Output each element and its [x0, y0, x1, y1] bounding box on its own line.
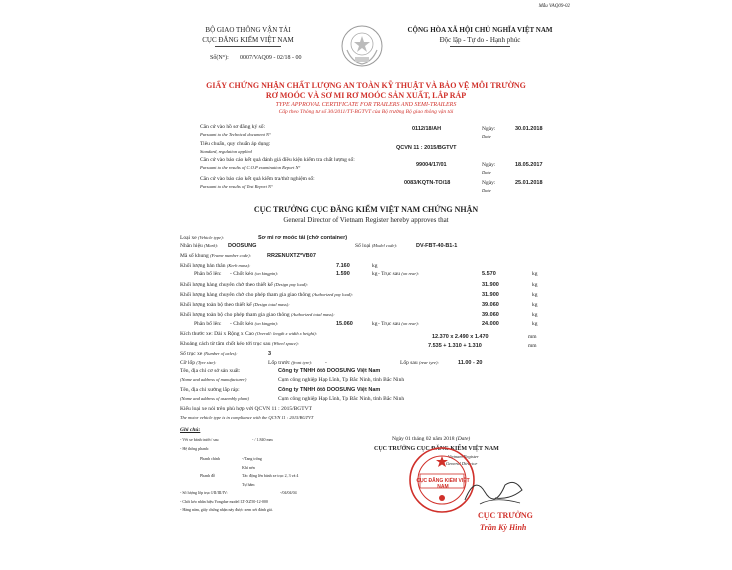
basis-4-date: 25.01.2018	[515, 180, 543, 186]
notes-line-7a: - Số lượng lốp trục I/II/III/IV:	[180, 490, 228, 495]
notes-line-3b: -/Tang trống	[242, 456, 262, 461]
notes-line-7b: -/04/04/04	[280, 490, 297, 495]
title-en-1: TYPE APPROVAL CERTIFICATE FOR TRAILERS AND SEMI-TRAILERS	[275, 102, 457, 108]
mark-label: Nhãn hiệu (Mark):	[180, 243, 219, 249]
plant-label: Tên, địa chỉ xưởng lắp ráp:	[180, 387, 240, 393]
compliance-vn: Kiểu loại xe nói trên phù hợp với QCVN 11 : 2015/BGTVT	[180, 406, 312, 412]
republic-name: CỘNG HÒA XÃ HỘI CHỦ NGHĨA VIỆT NAM	[407, 26, 553, 34]
sign-office: CỤC TRƯỞNG CỤC ĐĂNG KIỂM VIỆT NAM	[374, 446, 499, 452]
dist-kingpin-label: - Chốt kéo (on kingpin):	[230, 271, 279, 277]
register-name: CỤC ĐĂNG KIỂM VIỆT NAM	[202, 36, 294, 44]
cert-number: 0007/VAQ09 - 02/18 - 00	[240, 55, 302, 61]
design-payload-label: Khối lượng hàng chuyên chở theo thiết kế (Design pay load):	[180, 282, 309, 288]
basis-2-label: Tiêu chuẩn, quy chuẩn áp dụng:	[200, 141, 271, 147]
notes-line-4: Khí nén	[242, 465, 255, 470]
title-vn-2: RƠ MOÓC VÀ SƠ MI RƠ MOÓC SẢN XUẤT, LẮP RÁP	[265, 91, 467, 100]
title-vn-1: GIẤY CHỨNG NHẬN CHẤT LƯỢNG AN TOÀN KỸ THUẬT VÀ BẢO VỆ MÔI TRƯỜNG	[206, 81, 526, 90]
basis-1-date-label: Ngày:	[482, 126, 496, 132]
plant-name: Công ty TNHH ôtô DOOSUNG Việt Nam	[278, 387, 381, 393]
dist2-kingpin-unit: kg	[372, 321, 378, 327]
dist2-rear-label: - Trục sau (on rear):	[378, 321, 420, 327]
tyre-label: Cỡ lốp (Tyre size):	[180, 360, 217, 366]
director-title-en: General Director of Vietnam Register hereby approves that	[283, 216, 449, 224]
header-divider-left	[215, 46, 281, 47]
compliance-en: The motor vehicle type is in compliance with the QCVN 11 : 2015/BGTVT	[180, 415, 314, 420]
motto: Độc lập - Tự do - Hạnh phúc	[439, 36, 521, 44]
frame-value: RR2ENUXTZ*VB07	[267, 253, 316, 259]
plant-label-en: (Name and address of assembly plant)	[180, 396, 249, 401]
design-total-value: 39.060	[482, 302, 499, 308]
wheel-value: 7.535 + 1.310 + 1.310	[428, 343, 482, 349]
notes-line-5a: Phanh đỗ	[200, 473, 215, 478]
stamp-text: CỤC ĐĂNG KIỂM VIỆT NAM	[416, 478, 470, 490]
dist-label: Phân bố lên:	[194, 271, 222, 277]
design-payload-unit: kg	[532, 282, 538, 288]
notes-line-6: Tự hãm	[242, 482, 255, 487]
basis-1-value: 0112/18/AH	[412, 126, 442, 132]
basis-3-label-en: Pursuant to the results of C.O.P examination Report N°	[200, 165, 301, 170]
dist2-kingpin-label: - Chốt kéo (on kingpin):	[230, 321, 279, 327]
dist2-kingpin-value: 15.060	[336, 321, 353, 327]
axles-label: Số trục xe (Number of axles):	[180, 351, 238, 357]
basis-3-label: Căn cứ vào báo cáo kết quả đánh giá điều kiện kiểm tra chất lượng số:	[200, 157, 355, 163]
dist2-rear-unit: kg	[532, 321, 538, 327]
basis-4-label-en: Pursuant to the results of Test Report N°	[200, 184, 273, 189]
manu-addr: Cụm công nghiệp Hạp Lĩnh, Tp Bắc Ninh, tỉnh Bắc Ninh	[278, 377, 405, 383]
basis-2-value: QCVN 11 : 2015/BGTVT	[396, 145, 457, 151]
certificate-page	[160, 0, 572, 570]
vehicle-type-value: Sơ mi rơ moóc tải (chở container)	[258, 235, 348, 241]
manu-name: Công ty TNHH ôtô DOOSUNG Việt Nam	[278, 368, 381, 374]
dims-label: Kích thước xe: Dài x Rộng x Cao (Overall: length x width x height):	[180, 331, 318, 337]
auth-payload-value: 31.900	[482, 292, 499, 298]
auth-total-label: Khối lượng toàn bộ cho phép tham gia giao thông (Authorized total mass):	[180, 312, 335, 318]
notes-line-1: - Vết xe bánh trước/ sau	[180, 437, 219, 442]
signature-icon	[460, 470, 530, 510]
frame-label: Mã số khung (Frame number code):	[180, 253, 252, 259]
notes-line-1-value: - / 1.840 mm	[252, 437, 273, 442]
auth-total-unit: kg	[532, 312, 538, 318]
form-code: Mẫu VAQ09-02	[538, 4, 570, 9]
basis-1-label-en: Pursuant to the Technical document N°	[200, 132, 271, 137]
basis-1-label: Căn cứ vào hồ sơ đăng ký số:	[200, 124, 266, 130]
kerb-label: Khối lượng bản thân (Kerb mass):	[180, 263, 251, 269]
manu-label-en: (Name and address of manufacturer)	[180, 377, 247, 382]
axles-value: 3	[268, 351, 272, 357]
dims-value: 12.370 x 2.490 x 1.470	[432, 334, 489, 340]
basis-4-label: Căn cứ vào báo cáo kết quả kiểm tra/thử nghiệm số:	[200, 176, 315, 182]
model-label: Số loại (Model code):	[355, 243, 398, 249]
notes-line-2: - Hệ thống phanh:	[180, 446, 209, 451]
notes-line-3a: Phanh chính	[200, 456, 220, 461]
basis-2-label-en: Standard, regulation applied	[200, 149, 252, 154]
signer-title: CỤC TRƯỞNG	[478, 511, 533, 520]
notes-line-5b: Tác động lên bánh xe trục 2, 3 và 4	[242, 473, 299, 478]
dist2-label: Phân bố lên:	[194, 321, 222, 327]
dist-rear-unit: kg	[532, 271, 538, 277]
notes-line-9: - Hàng năm, giấy chứng nhận này được xem xét đánh giá.	[180, 507, 273, 512]
dims-unit: mm	[528, 334, 537, 340]
ministry-name: BỘ GIAO THÔNG VẬN TẢI	[205, 26, 291, 34]
tyre-front-value: -	[325, 360, 327, 366]
tyre-rear-value: 11.00 - 20	[458, 360, 483, 366]
dist-rear-label: - Trục sau (on rear):	[378, 271, 420, 277]
basis-4-date-label: Ngày:	[482, 180, 496, 186]
dist-rear-value: 5.570	[482, 271, 496, 277]
vehicle-type-label: Loại xe (Vehicle type):	[180, 235, 225, 241]
basis-3-date-label: Ngày:	[482, 162, 496, 168]
wheel-unit: mm	[528, 343, 537, 349]
basis-3-value: 99004/17/01	[416, 162, 447, 168]
basis-4-date-en: Date	[482, 188, 491, 193]
basis-1-date: 30.01.2018	[515, 126, 543, 132]
notes-line-8: - Chốt kéo nhãn hiệu Yongdae model LT-XZ50-12-000	[180, 499, 268, 504]
national-emblem-icon	[340, 24, 384, 68]
sign-office-en2: General Director	[446, 461, 478, 466]
tyre-rear-label: Lốp sau (rear tyre):	[400, 360, 439, 366]
basis-3-date: 18.05.2017	[515, 162, 543, 168]
basis-4-value: 0083/KQTN-TO/18	[404, 180, 451, 186]
auth-payload-label: Khối lượng hàng chuyên chở cho phép tham gia giao thông (Authorized pay load):	[180, 292, 354, 298]
mark-value: DOOSUNG	[228, 243, 257, 249]
basis-3-date-en: Date	[482, 170, 491, 175]
model-value: DV-FBT-40-B1-1	[416, 243, 458, 249]
design-total-label: Khối lượng toàn bộ theo thiết kế (Design total mass):	[180, 302, 290, 308]
basis-1-date-en: Date	[482, 134, 491, 139]
wheel-label: Khoảng cách từ tâm chốt kéo tới trục sau (Wheel space):	[180, 341, 300, 347]
design-total-unit: kg	[532, 302, 538, 308]
kerb-unit: kg	[372, 263, 378, 269]
manu-label: Tên, địa chỉ cơ sở sản xuất:	[180, 368, 241, 374]
notes-title: Ghi chú:	[180, 427, 201, 433]
auth-total-value: 39.060	[482, 312, 499, 318]
design-payload-value: 31.900	[482, 282, 499, 288]
header-divider-right	[450, 46, 510, 47]
dist-kingpin-unit: kg	[372, 271, 378, 277]
title-en-2: Cấp theo Thông tư số 30/2011/TT-BGTVT của Bộ trưởng Bộ giao thông vận tải	[278, 109, 454, 115]
sign-office-en1: Vietnam Register	[448, 454, 479, 459]
sign-date: Ngày 01 tháng 02 năm 2018 (Date)	[392, 436, 471, 442]
plant-addr: Cụm công nghiệp Hạp Lĩnh, Tp Bắc Ninh, tỉnh Bắc Ninh	[278, 396, 405, 402]
auth-payload-unit: kg	[532, 292, 538, 298]
dist-kingpin-value: 1.590	[336, 271, 350, 277]
cert-number-label: Số(N°):	[210, 55, 229, 61]
dist2-rear-value: 24.000	[482, 321, 499, 327]
tyre-front-label: Lốp trước (front tyre):	[268, 360, 313, 366]
kerb-value: 7.160	[336, 263, 350, 269]
signer-name: Trần Kỳ Hình	[480, 523, 527, 532]
director-title: CỤC TRƯỞNG CỤC ĐĂNG KIỂM VIỆT NAM CHỨNG NHẬN	[253, 205, 479, 214]
